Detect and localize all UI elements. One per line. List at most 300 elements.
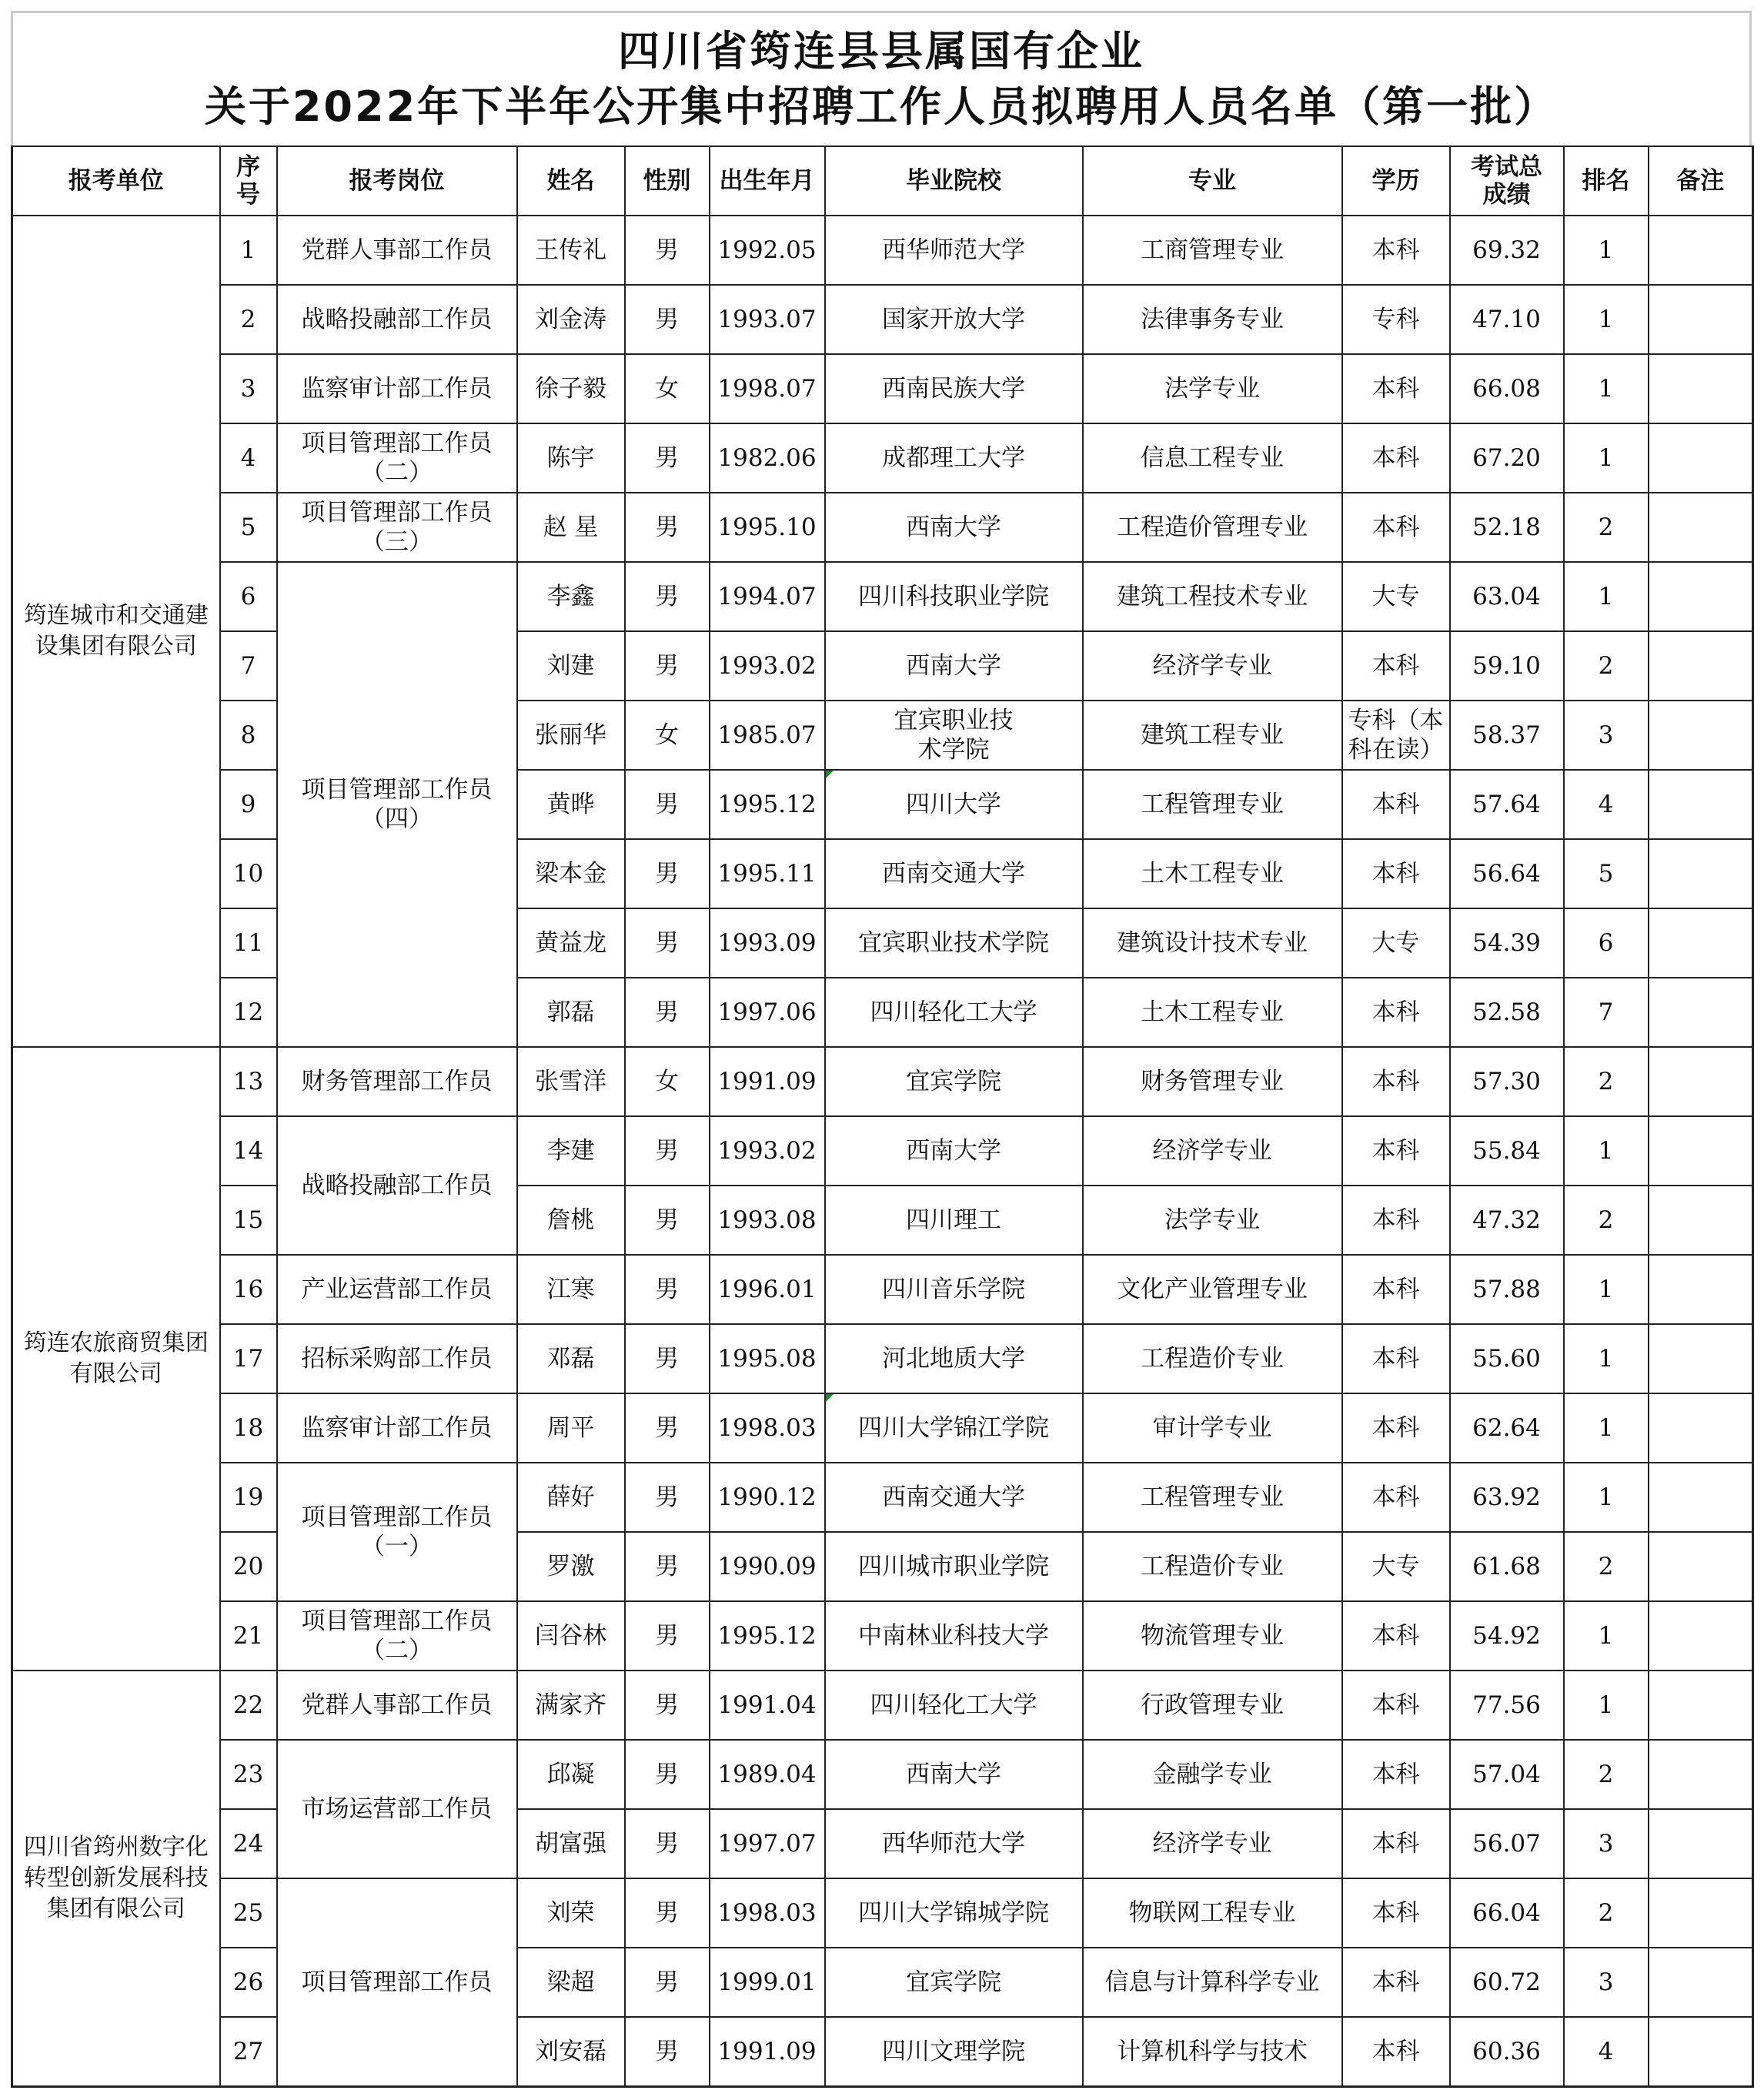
remark-cell [1649,1671,1753,1740]
birth-cell: 1982.06 [710,423,825,493]
table-row [12,701,1753,770]
score-cell: 66.08 [1450,354,1564,423]
birth-cell: 1993.07 [710,285,825,354]
remark-cell [1649,1463,1753,1532]
seq-cell: 26 [220,1948,277,2017]
seq-cell: 11 [220,908,277,978]
school-cell: 四川科技职业学院 [825,562,1083,631]
post-cell: 监察审计部工作员 [277,354,517,423]
header-remark: 备注 [1649,146,1753,216]
birth-cell: 1985.07 [710,701,825,770]
gender-cell: 男 [625,1255,710,1324]
birth-cell: 1999.01 [710,1948,825,2017]
post-cell: 市场运营部工作员 [277,1740,517,1878]
remark-cell [1649,1740,1753,1809]
edu-cell: 本科 [1342,2017,1450,2087]
gender-cell: 男 [625,1186,710,1255]
rank-cell: 1 [1564,1393,1649,1463]
seq-cell: 19 [220,1463,277,1532]
rank-cell: 1 [1564,1671,1649,1740]
gender-cell: 男 [625,1463,710,1532]
name-cell: 刘安磊 [517,2017,625,2087]
score-cell: 55.60 [1450,1324,1564,1393]
post-cell: 党群人事部工作员 [277,1671,517,1740]
unit-cell: 四川省筠州数字化转型创新发展科技集团有限公司 [12,1671,220,2087]
score-cell: 57.30 [1450,1047,1564,1116]
rank-cell: 5 [1564,839,1649,908]
name-cell: 徐子毅 [517,354,625,423]
birth-cell: 1990.09 [710,1532,825,1601]
remark-cell [1649,1393,1753,1463]
remark-cell [1649,1601,1753,1671]
score-cell: 54.39 [1450,908,1564,978]
name-cell: 张丽华 [517,701,625,770]
name-cell: 罗激 [517,1532,625,1601]
score-cell: 69.32 [1450,216,1564,285]
birth-cell: 1991.09 [710,1047,825,1116]
school-cell: 四川轻化工大学 [825,978,1083,1047]
remark-cell [1649,1809,1753,1878]
edu-cell: 本科 [1342,770,1450,839]
major-cell: 土木工程专业 [1083,978,1342,1047]
rank-cell: 2 [1564,1532,1649,1601]
birth-cell: 1995.11 [710,839,825,908]
rank-cell: 7 [1564,978,1649,1047]
gender-cell: 男 [625,216,710,285]
post-cell: 项目管理部工作员（一） [277,1463,517,1601]
edu-cell: 本科 [1342,1740,1450,1809]
major-cell: 经济学专业 [1083,1809,1342,1878]
gender-cell: 男 [625,562,710,631]
score-cell: 58.37 [1450,701,1564,770]
edu-cell: 本科 [1342,1324,1450,1393]
document-sheet [11,11,1752,2088]
school-cell: 西南民族大学 [825,354,1083,423]
birth-cell: 1989.04 [710,1740,825,1809]
header-post: 报考岗位 [277,146,517,216]
table-row [12,423,1753,493]
birth-cell: 1998.03 [710,1878,825,1948]
edu-cell: 本科 [1342,1671,1450,1740]
table-row [12,1740,1753,1809]
gender-cell: 男 [625,1809,710,1878]
score-cell: 77.56 [1450,1671,1564,1740]
name-cell: 邱凝 [517,1740,625,1809]
edu-cell: 本科 [1342,423,1450,493]
table-row [12,2017,1753,2087]
major-cell: 工程造价专业 [1083,1324,1342,1393]
major-cell: 财务管理专业 [1083,1047,1342,1116]
birth-cell: 1995.12 [710,1601,825,1671]
school-cell: 西南交通大学 [825,1463,1083,1532]
table-row [12,493,1753,562]
table-row [12,562,1753,631]
seq-cell: 21 [220,1601,277,1671]
school-cell: 国家开放大学 [825,285,1083,354]
name-cell: 满家齐 [517,1671,625,1740]
name-cell: 刘金涛 [517,285,625,354]
school-cell: 河北地质大学 [825,1324,1083,1393]
name-cell: 黄晔 [517,770,625,839]
edu-cell: 本科 [1342,493,1450,562]
birth-cell: 1990.12 [710,1463,825,1532]
seq-cell: 12 [220,978,277,1047]
birth-cell: 1993.02 [710,631,825,701]
major-cell: 计算机科学与技术 [1083,2017,1342,2087]
school-cell: 四川大学 [825,770,1083,839]
major-cell: 法学专业 [1083,354,1342,423]
gender-cell: 男 [625,1116,710,1186]
post-cell: 战略投融部工作员 [277,1116,517,1255]
table-row [12,1324,1753,1393]
major-cell: 工商管理专业 [1083,216,1342,285]
seq-cell: 1 [220,216,277,285]
gender-cell: 男 [625,770,710,839]
edu-cell: 本科 [1342,839,1450,908]
table-row [12,1255,1753,1324]
rank-cell: 2 [1564,1878,1649,1948]
seq-cell: 20 [220,1532,277,1601]
score-cell: 63.04 [1450,562,1564,631]
edu-cell: 专科（本科在读） [1342,701,1450,770]
header-major: 专业 [1083,146,1342,216]
seq-cell: 10 [220,839,277,908]
major-cell: 行政管理专业 [1083,1671,1342,1740]
name-cell: 江寒 [517,1255,625,1324]
gender-cell: 男 [625,1393,710,1463]
gender-cell: 男 [625,839,710,908]
score-cell: 56.07 [1450,1809,1564,1878]
post-cell: 战略投融部工作员 [277,285,517,354]
birth-cell: 1994.07 [710,562,825,631]
name-cell: 赵 星 [517,493,625,562]
major-cell: 工程管理专业 [1083,770,1342,839]
remark-cell [1649,701,1753,770]
major-cell: 建筑工程专业 [1083,701,1342,770]
school-cell: 成都理工大学 [825,423,1083,493]
birth-cell: 1997.07 [710,1809,825,1878]
rank-cell: 1 [1564,1255,1649,1324]
major-cell: 法律事务专业 [1083,285,1342,354]
school-cell: 四川城市职业学院 [825,1532,1083,1601]
school-cell: 宜宾学院 [825,1047,1083,1116]
edu-cell: 本科 [1342,1186,1450,1255]
remark-cell [1649,423,1753,493]
score-cell: 54.92 [1450,1601,1564,1671]
rank-cell: 1 [1564,285,1649,354]
seq-cell: 9 [220,770,277,839]
score-cell: 47.32 [1450,1186,1564,1255]
name-cell: 詹桃 [517,1186,625,1255]
birth-cell: 1995.08 [710,1324,825,1393]
remark-cell [1649,1948,1753,2017]
name-cell: 刘建 [517,631,625,701]
name-cell: 薛好 [517,1463,625,1532]
score-cell: 60.72 [1450,1948,1564,2017]
edu-cell: 本科 [1342,354,1450,423]
edu-cell: 本科 [1342,216,1450,285]
major-cell: 建筑工程技术专业 [1083,562,1342,631]
post-cell: 招标采购部工作员 [277,1324,517,1393]
post-cell: 监察审计部工作员 [277,1393,517,1463]
remark-cell [1649,631,1753,701]
major-cell: 土木工程专业 [1083,839,1342,908]
school-cell: 四川轻化工大学 [825,1671,1083,1740]
remark-cell [1649,839,1753,908]
title-line-2: 关于2022年下半年公开集中招聘工作人员拟聘用人员名单（第一批） [204,82,1559,131]
table-row [12,770,1753,839]
major-cell: 工程造价专业 [1083,1532,1342,1601]
score-cell: 66.04 [1450,1878,1564,1948]
gender-cell: 男 [625,285,710,354]
table-row [12,1601,1753,1671]
birth-cell: 1991.04 [710,1671,825,1740]
major-cell: 法学专业 [1083,1186,1342,1255]
table-row [12,285,1753,354]
rank-cell: 3 [1564,1809,1649,1878]
rank-cell: 1 [1564,1116,1649,1186]
edu-cell: 本科 [1342,1393,1450,1463]
name-cell: 黄益龙 [517,908,625,978]
title-line-1: 四川省筠连县县属国有企业 [618,27,1144,75]
seq-cell: 8 [220,701,277,770]
birth-cell: 1996.01 [710,1255,825,1324]
birth-cell: 1995.12 [710,770,825,839]
gender-cell: 女 [625,701,710,770]
rank-cell: 1 [1564,1463,1649,1532]
major-cell: 工程管理专业 [1083,1463,1342,1532]
score-cell: 56.64 [1450,839,1564,908]
rank-cell: 2 [1564,1740,1649,1809]
seq-cell: 2 [220,285,277,354]
rank-cell: 2 [1564,1047,1649,1116]
post-cell: 项目管理部工作员（二） [277,423,517,493]
table-row [12,1186,1753,1255]
remark-cell [1649,354,1753,423]
score-cell: 52.58 [1450,978,1564,1047]
edu-cell: 大专 [1342,562,1450,631]
edu-cell: 本科 [1342,1255,1450,1324]
name-cell: 胡富强 [517,1809,625,1878]
edu-cell: 本科 [1342,1948,1450,2017]
rank-cell: 3 [1564,1948,1649,2017]
remark-cell [1649,908,1753,978]
table-row [12,1809,1753,1878]
score-cell: 57.64 [1450,770,1564,839]
name-cell: 梁超 [517,1948,625,2017]
rank-cell: 6 [1564,908,1649,978]
score-cell: 62.64 [1450,1393,1564,1463]
seq-cell: 6 [220,562,277,631]
header-edu: 学历 [1342,146,1450,216]
seq-cell: 24 [220,1809,277,1878]
gender-cell: 男 [625,423,710,493]
header-rank: 排名 [1564,146,1649,216]
edu-cell: 本科 [1342,1116,1450,1186]
name-cell: 郭磊 [517,978,625,1047]
school-cell: 西南大学 [825,1116,1083,1186]
gender-cell: 男 [625,2017,710,2087]
header-unit: 报考单位 [12,146,220,216]
gender-cell: 男 [625,908,710,978]
major-cell: 经济学专业 [1083,1116,1342,1186]
seq-cell: 23 [220,1740,277,1809]
gender-cell: 男 [625,1740,710,1809]
table-row [12,1671,1753,1740]
edu-cell: 本科 [1342,631,1450,701]
name-cell: 刘荣 [517,1878,625,1948]
remark-cell [1649,1186,1753,1255]
major-cell: 信息与计算科学专业 [1083,1948,1342,2017]
school-cell: 西南大学 [825,493,1083,562]
gender-cell: 男 [625,493,710,562]
remark-cell [1649,493,1753,562]
birth-cell: 1997.06 [710,978,825,1047]
gender-cell: 男 [625,1671,710,1740]
gender-cell: 女 [625,354,710,423]
remark-cell [1649,1047,1753,1116]
school-cell: 中南林业科技大学 [825,1601,1083,1671]
header-name: 姓名 [517,146,625,216]
gender-cell: 男 [625,1878,710,1948]
remark-cell [1649,216,1753,285]
score-cell: 52.18 [1450,493,1564,562]
rank-cell: 4 [1564,2017,1649,2087]
seq-cell: 16 [220,1255,277,1324]
birth-cell: 1993.09 [710,908,825,978]
gender-cell: 男 [625,1948,710,2017]
school-cell: 四川大学锦江学院 [825,1393,1083,1463]
rank-cell: 1 [1564,423,1649,493]
seq-cell: 14 [220,1116,277,1186]
seq-cell: 17 [220,1324,277,1393]
birth-cell: 1992.05 [710,216,825,285]
table-row [12,1463,1753,1532]
name-cell: 周平 [517,1393,625,1463]
school-cell: 宜宾学院 [825,1948,1083,2017]
remark-cell [1649,285,1753,354]
remark-cell [1649,770,1753,839]
edu-cell: 本科 [1342,1463,1450,1532]
birth-cell: 1998.03 [710,1393,825,1463]
school-cell: 四川理工 [825,1186,1083,1255]
rank-cell: 1 [1564,354,1649,423]
seq-cell: 25 [220,1878,277,1948]
name-cell: 王传礼 [517,216,625,285]
post-cell: 产业运营部工作员 [277,1255,517,1324]
rank-cell: 3 [1564,701,1649,770]
header-school: 毕业院校 [825,146,1083,216]
header-seq: 序号 [220,146,277,216]
school-cell: 西华师范大学 [825,1809,1083,1878]
name-cell: 闫谷林 [517,1601,625,1671]
school-cell: 四川音乐学院 [825,1255,1083,1324]
edu-cell: 本科 [1342,1601,1450,1671]
table-row [12,1116,1753,1186]
post-cell: 项目管理部工作员 [277,1878,517,2087]
seq-cell: 5 [220,493,277,562]
post-cell: 项目管理部工作员（三） [277,493,517,562]
edu-cell: 大专 [1342,1532,1450,1601]
remark-cell [1649,1532,1753,1601]
post-cell: 项目管理部工作员（四） [277,562,517,1047]
seq-cell: 4 [220,423,277,493]
title-block [11,11,1752,145]
school-cell: 西华师范大学 [825,216,1083,285]
school-cell: 西南大学 [825,631,1083,701]
rank-cell: 1 [1564,216,1649,285]
table-row [12,1532,1753,1601]
rank-cell: 2 [1564,1186,1649,1255]
gender-cell: 男 [625,1324,710,1393]
major-cell: 经济学专业 [1083,631,1342,701]
seq-cell: 22 [220,1671,277,1740]
remark-cell [1649,1324,1753,1393]
table-row [12,1948,1753,2017]
score-cell: 61.68 [1450,1532,1564,1601]
edu-cell: 本科 [1342,978,1450,1047]
name-cell: 张雪洋 [517,1047,625,1116]
remark-cell [1649,1255,1753,1324]
score-cell: 55.84 [1450,1116,1564,1186]
birth-cell: 1998.07 [710,354,825,423]
birth-cell: 1993.02 [710,1116,825,1186]
gender-cell: 男 [625,978,710,1047]
table-row [12,1393,1753,1463]
rank-cell: 1 [1564,562,1649,631]
rank-cell: 1 [1564,1601,1649,1671]
header-score: 考试总成绩 [1450,146,1564,216]
seq-cell: 3 [220,354,277,423]
school-cell: 西南大学 [825,1740,1083,1809]
seq-cell: 7 [220,631,277,701]
school-cell: 四川文理学院 [825,2017,1083,2087]
table-row [12,354,1753,423]
score-cell: 57.88 [1450,1255,1564,1324]
table-row [12,631,1753,701]
gender-cell: 男 [625,1601,710,1671]
gender-cell: 男 [625,631,710,701]
name-cell: 梁本金 [517,839,625,908]
edu-cell: 本科 [1342,1809,1450,1878]
name-cell: 邓磊 [517,1324,625,1393]
gender-cell: 女 [625,1047,710,1116]
seq-cell: 15 [220,1186,277,1255]
post-cell: 项目管理部工作员（二） [277,1601,517,1671]
major-cell: 工程造价管理专业 [1083,493,1342,562]
rank-cell: 2 [1564,493,1649,562]
table-row [12,1047,1753,1116]
major-cell: 文化产业管理专业 [1083,1255,1342,1324]
birth-cell: 1991.09 [710,2017,825,2087]
name-cell: 陈宇 [517,423,625,493]
rank-cell: 4 [1564,770,1649,839]
remark-cell [1649,1116,1753,1186]
table-row [12,216,1753,285]
seq-cell: 13 [220,1047,277,1116]
table-row [12,839,1753,908]
header-gender: 性别 [625,146,710,216]
major-cell: 信息工程专业 [1083,423,1342,493]
table-row [12,1878,1753,1948]
score-cell: 59.10 [1450,631,1564,701]
candidate-table [11,145,1754,2088]
name-cell: 李鑫 [517,562,625,631]
table-row [12,978,1753,1047]
edu-cell: 本科 [1342,1878,1450,1948]
school-cell: 宜宾职业技术学院 [825,701,1083,770]
seq-cell: 27 [220,2017,277,2087]
